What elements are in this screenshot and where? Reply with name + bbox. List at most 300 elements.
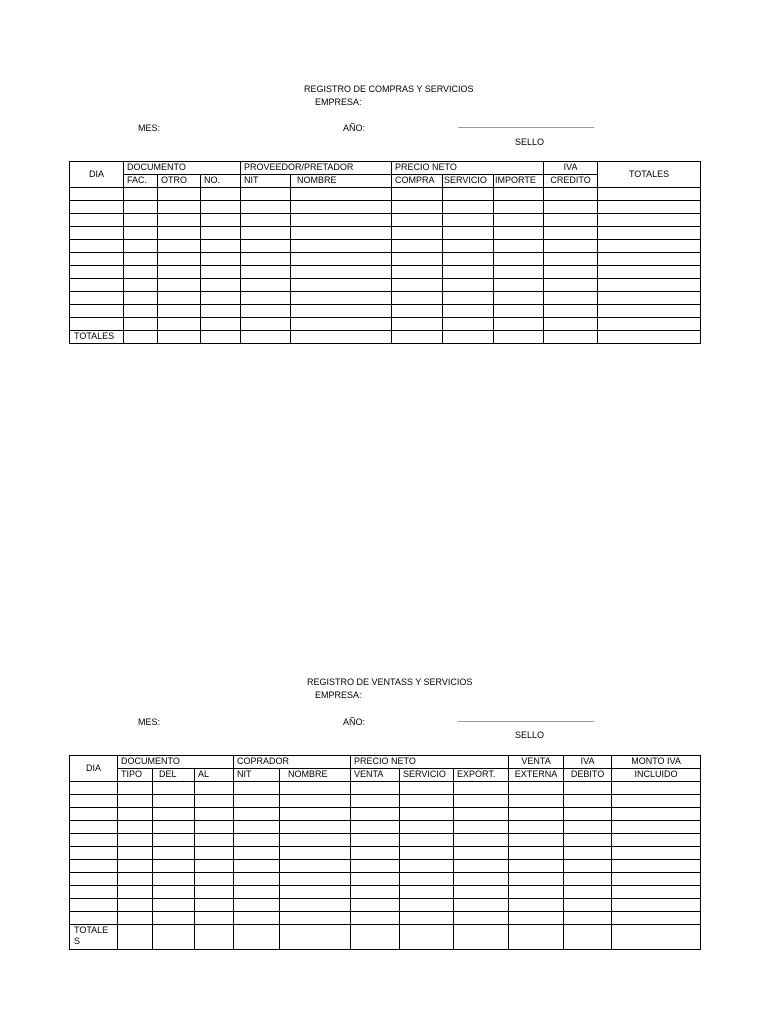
table-cell[interactable] bbox=[494, 318, 544, 331]
table-cell[interactable] bbox=[509, 925, 564, 950]
table-cell[interactable] bbox=[241, 253, 291, 266]
compras-table-body bbox=[70, 188, 701, 331]
table-cell[interactable] bbox=[544, 201, 598, 214]
table-cell[interactable] bbox=[70, 821, 118, 834]
table-cell[interactable] bbox=[201, 318, 241, 331]
table-cell[interactable] bbox=[454, 925, 509, 950]
table-cell[interactable] bbox=[544, 188, 598, 201]
table-cell[interactable] bbox=[280, 886, 351, 899]
table-cell[interactable] bbox=[564, 808, 612, 821]
table-cell[interactable] bbox=[598, 331, 701, 344]
table-cell[interactable] bbox=[70, 834, 118, 847]
table-cell[interactable] bbox=[195, 886, 234, 899]
table-cell[interactable] bbox=[280, 847, 351, 860]
table-cell[interactable] bbox=[443, 318, 494, 331]
table-cell[interactable] bbox=[70, 266, 124, 279]
table-cell[interactable] bbox=[351, 782, 400, 795]
table-cell[interactable] bbox=[158, 201, 201, 214]
table-cell[interactable] bbox=[612, 795, 701, 808]
table-cell[interactable] bbox=[509, 847, 564, 860]
table-cell[interactable] bbox=[124, 318, 158, 331]
table-cell[interactable] bbox=[195, 782, 234, 795]
table-cell[interactable] bbox=[494, 214, 544, 227]
table-cell[interactable] bbox=[564, 886, 612, 899]
table-cell[interactable] bbox=[118, 860, 153, 873]
table-cell[interactable] bbox=[443, 227, 494, 240]
table-row bbox=[70, 318, 701, 331]
table-cell[interactable] bbox=[454, 899, 509, 912]
table-cell[interactable] bbox=[443, 331, 494, 344]
table-cell[interactable] bbox=[544, 279, 598, 292]
table-cell[interactable] bbox=[291, 318, 392, 331]
table-cell[interactable] bbox=[70, 227, 124, 240]
table-cell[interactable] bbox=[195, 873, 234, 886]
table-cell[interactable] bbox=[280, 808, 351, 821]
table-cell[interactable] bbox=[443, 214, 494, 227]
table-cell[interactable] bbox=[118, 847, 153, 860]
table-cell[interactable] bbox=[70, 873, 118, 886]
table-cell[interactable] bbox=[118, 886, 153, 899]
table-cell[interactable] bbox=[509, 899, 564, 912]
table-cell[interactable] bbox=[392, 188, 443, 201]
table-cell[interactable] bbox=[494, 305, 544, 318]
table-cell[interactable] bbox=[598, 279, 701, 292]
table-cell[interactable] bbox=[118, 808, 153, 821]
table-cell[interactable] bbox=[70, 188, 124, 201]
compras-col-precio-neto: PRECIO NETO bbox=[392, 162, 544, 175]
table-cell[interactable] bbox=[158, 305, 201, 318]
table-cell[interactable] bbox=[509, 782, 564, 795]
table-cell[interactable] bbox=[241, 266, 291, 279]
table-cell[interactable] bbox=[195, 847, 234, 860]
table-cell[interactable] bbox=[509, 912, 564, 925]
table-cell[interactable] bbox=[70, 318, 124, 331]
table-cell[interactable] bbox=[392, 201, 443, 214]
table-cell[interactable] bbox=[70, 886, 118, 899]
table-cell[interactable] bbox=[454, 808, 509, 821]
table-cell[interactable] bbox=[564, 925, 612, 950]
table-cell[interactable] bbox=[153, 782, 195, 795]
table-cell[interactable] bbox=[494, 240, 544, 253]
table-cell[interactable] bbox=[351, 912, 400, 925]
table-cell[interactable] bbox=[241, 201, 291, 214]
table-cell[interactable] bbox=[612, 808, 701, 821]
table-cell[interactable] bbox=[544, 266, 598, 279]
table-cell[interactable] bbox=[118, 899, 153, 912]
table-cell[interactable] bbox=[118, 782, 153, 795]
table-cell[interactable] bbox=[201, 266, 241, 279]
table-cell[interactable] bbox=[351, 808, 400, 821]
table-cell[interactable] bbox=[544, 292, 598, 305]
table-cell[interactable] bbox=[509, 808, 564, 821]
table-cell[interactable] bbox=[564, 860, 612, 873]
table-cell[interactable] bbox=[598, 266, 701, 279]
table-cell[interactable] bbox=[195, 821, 234, 834]
table-cell[interactable] bbox=[153, 886, 195, 899]
table-cell[interactable] bbox=[124, 240, 158, 253]
table-cell[interactable] bbox=[158, 318, 201, 331]
table-cell[interactable] bbox=[70, 782, 118, 795]
table-cell[interactable] bbox=[598, 214, 701, 227]
table-cell[interactable] bbox=[443, 188, 494, 201]
table-cell[interactable] bbox=[280, 899, 351, 912]
ventas-col-debito: DEBITO bbox=[564, 769, 612, 782]
table-cell[interactable] bbox=[400, 925, 454, 950]
table-cell[interactable] bbox=[443, 201, 494, 214]
table-cell[interactable] bbox=[153, 912, 195, 925]
ventas-totals-label: TOTALE S bbox=[70, 925, 118, 950]
table-cell[interactable] bbox=[400, 808, 454, 821]
table-cell[interactable] bbox=[70, 201, 124, 214]
table-cell[interactable] bbox=[118, 873, 153, 886]
table-cell[interactable] bbox=[598, 240, 701, 253]
table-cell[interactable] bbox=[241, 188, 291, 201]
table-cell[interactable] bbox=[392, 305, 443, 318]
table-cell[interactable] bbox=[400, 886, 454, 899]
table-cell[interactable] bbox=[234, 782, 280, 795]
table-cell[interactable] bbox=[494, 331, 544, 344]
table-cell[interactable] bbox=[291, 188, 392, 201]
table-cell[interactable] bbox=[443, 266, 494, 279]
table-cell[interactable] bbox=[392, 266, 443, 279]
table-cell[interactable] bbox=[392, 253, 443, 266]
ventas-col-dia: DIA bbox=[70, 756, 118, 782]
table-cell[interactable] bbox=[291, 253, 392, 266]
table-cell[interactable] bbox=[70, 279, 124, 292]
table-cell[interactable] bbox=[158, 266, 201, 279]
table-cell[interactable] bbox=[70, 214, 124, 227]
table-cell[interactable] bbox=[443, 292, 494, 305]
table-cell[interactable] bbox=[241, 227, 291, 240]
table-row bbox=[70, 912, 701, 925]
table-cell[interactable] bbox=[351, 899, 400, 912]
table-cell[interactable] bbox=[400, 912, 454, 925]
table-cell[interactable] bbox=[124, 279, 158, 292]
table-cell[interactable] bbox=[234, 912, 280, 925]
table-cell[interactable] bbox=[153, 795, 195, 808]
table-cell[interactable] bbox=[443, 279, 494, 292]
table-cell[interactable] bbox=[234, 808, 280, 821]
table-cell[interactable] bbox=[195, 925, 234, 950]
table-cell[interactable] bbox=[195, 912, 234, 925]
compras-col-proveedor: PROVEEDOR/PRETADOR bbox=[241, 162, 392, 175]
table-cell[interactable] bbox=[291, 201, 392, 214]
table-cell[interactable] bbox=[70, 292, 124, 305]
table-cell[interactable] bbox=[291, 266, 392, 279]
compras-col-credito: CREDITO bbox=[544, 175, 598, 188]
table-cell[interactable] bbox=[494, 227, 544, 240]
table-cell[interactable] bbox=[544, 331, 598, 344]
table-cell[interactable] bbox=[351, 847, 400, 860]
table-cell[interactable] bbox=[291, 292, 392, 305]
table-cell[interactable] bbox=[454, 782, 509, 795]
table-cell[interactable] bbox=[544, 214, 598, 227]
table-cell[interactable] bbox=[234, 860, 280, 873]
table-cell[interactable] bbox=[509, 860, 564, 873]
table-cell[interactable] bbox=[234, 821, 280, 834]
table-cell[interactable] bbox=[454, 886, 509, 899]
table-cell[interactable] bbox=[544, 227, 598, 240]
table-cell[interactable] bbox=[280, 795, 351, 808]
table-cell[interactable] bbox=[153, 847, 195, 860]
table-row bbox=[70, 214, 701, 227]
table-cell[interactable] bbox=[612, 886, 701, 899]
table-cell[interactable] bbox=[598, 305, 701, 318]
table-cell[interactable] bbox=[153, 808, 195, 821]
table-cell[interactable] bbox=[509, 821, 564, 834]
ventas-col-monto-1: MONTO IVA bbox=[612, 756, 701, 769]
table-cell[interactable] bbox=[241, 331, 291, 344]
table-cell[interactable] bbox=[400, 821, 454, 834]
table-cell[interactable] bbox=[234, 795, 280, 808]
table-cell[interactable] bbox=[201, 305, 241, 318]
table-cell[interactable] bbox=[153, 821, 195, 834]
table-cell[interactable] bbox=[158, 279, 201, 292]
table-cell[interactable] bbox=[241, 214, 291, 227]
table-cell[interactable] bbox=[443, 305, 494, 318]
table-cell[interactable] bbox=[195, 899, 234, 912]
table-cell[interactable] bbox=[280, 873, 351, 886]
table-cell[interactable] bbox=[494, 188, 544, 201]
table-cell[interactable] bbox=[509, 873, 564, 886]
table-cell[interactable] bbox=[124, 201, 158, 214]
table-cell[interactable] bbox=[291, 279, 392, 292]
table-cell[interactable] bbox=[124, 188, 158, 201]
table-cell[interactable] bbox=[241, 240, 291, 253]
table-cell[interactable] bbox=[234, 886, 280, 899]
table-cell[interactable] bbox=[70, 240, 124, 253]
table-cell[interactable] bbox=[241, 305, 291, 318]
table-cell[interactable] bbox=[564, 847, 612, 860]
table-cell[interactable] bbox=[124, 227, 158, 240]
table-cell[interactable] bbox=[195, 860, 234, 873]
table-cell[interactable] bbox=[201, 253, 241, 266]
compras-col-dia: DIA bbox=[70, 162, 124, 188]
table-cell[interactable] bbox=[598, 188, 701, 201]
table-cell[interactable] bbox=[153, 834, 195, 847]
table-cell[interactable] bbox=[280, 912, 351, 925]
table-cell[interactable] bbox=[494, 201, 544, 214]
table-cell[interactable] bbox=[392, 279, 443, 292]
table-cell[interactable] bbox=[124, 292, 158, 305]
table-cell[interactable] bbox=[70, 808, 118, 821]
table-cell[interactable] bbox=[400, 847, 454, 860]
table-cell[interactable] bbox=[234, 899, 280, 912]
table-cell[interactable] bbox=[241, 318, 291, 331]
table-cell[interactable] bbox=[612, 899, 701, 912]
table-cell[interactable] bbox=[400, 795, 454, 808]
table-cell[interactable] bbox=[494, 266, 544, 279]
table-cell[interactable] bbox=[201, 201, 241, 214]
table-cell[interactable] bbox=[400, 873, 454, 886]
table-cell[interactable] bbox=[612, 782, 701, 795]
table-cell[interactable] bbox=[564, 873, 612, 886]
table-cell[interactable] bbox=[400, 860, 454, 873]
table-cell[interactable] bbox=[494, 279, 544, 292]
table-cell[interactable] bbox=[153, 925, 195, 950]
table-cell[interactable] bbox=[291, 305, 392, 318]
table-row bbox=[70, 873, 701, 886]
table-cell[interactable] bbox=[70, 912, 118, 925]
table-cell[interactable] bbox=[612, 860, 701, 873]
table-cell[interactable] bbox=[70, 305, 124, 318]
table-cell[interactable] bbox=[454, 847, 509, 860]
table-cell[interactable] bbox=[564, 821, 612, 834]
table-cell[interactable] bbox=[280, 860, 351, 873]
ventas-col-venta-externa-2: EXTERNA bbox=[509, 769, 564, 782]
table-cell[interactable] bbox=[118, 834, 153, 847]
table-cell[interactable] bbox=[564, 834, 612, 847]
compras-col-otro: OTRO bbox=[158, 175, 201, 188]
table-cell[interactable] bbox=[291, 331, 392, 344]
table-cell[interactable] bbox=[509, 834, 564, 847]
table-cell[interactable] bbox=[124, 331, 158, 344]
table-cell[interactable] bbox=[351, 795, 400, 808]
table-cell[interactable] bbox=[351, 821, 400, 834]
table-cell[interactable] bbox=[124, 253, 158, 266]
table-cell[interactable] bbox=[544, 305, 598, 318]
table-cell[interactable] bbox=[351, 925, 400, 950]
table-cell[interactable] bbox=[400, 782, 454, 795]
table-cell[interactable] bbox=[598, 201, 701, 214]
table-cell[interactable] bbox=[195, 808, 234, 821]
table-cell[interactable] bbox=[291, 227, 392, 240]
table-cell[interactable] bbox=[158, 253, 201, 266]
table-cell[interactable] bbox=[280, 925, 351, 950]
table-cell[interactable] bbox=[153, 860, 195, 873]
table-cell[interactable] bbox=[454, 912, 509, 925]
table-cell[interactable] bbox=[392, 331, 443, 344]
table-cell[interactable] bbox=[509, 795, 564, 808]
table-cell[interactable] bbox=[544, 318, 598, 331]
table-cell[interactable] bbox=[70, 899, 118, 912]
table-cell[interactable] bbox=[70, 795, 118, 808]
table-cell[interactable] bbox=[544, 253, 598, 266]
table-cell[interactable] bbox=[124, 214, 158, 227]
table-cell[interactable] bbox=[201, 292, 241, 305]
table-cell[interactable] bbox=[454, 873, 509, 886]
table-cell[interactable] bbox=[598, 253, 701, 266]
table-cell[interactable] bbox=[234, 925, 280, 950]
table-cell[interactable] bbox=[70, 860, 118, 873]
table-cell[interactable] bbox=[124, 266, 158, 279]
table-cell[interactable] bbox=[544, 240, 598, 253]
table-cell[interactable] bbox=[195, 834, 234, 847]
table-cell[interactable] bbox=[291, 214, 392, 227]
table-cell[interactable] bbox=[392, 214, 443, 227]
table-cell[interactable] bbox=[392, 318, 443, 331]
ventas-col-export: EXPORT. bbox=[454, 769, 509, 782]
compras-col-totales: TOTALES bbox=[598, 162, 701, 188]
table-cell[interactable] bbox=[612, 821, 701, 834]
table-cell[interactable] bbox=[564, 912, 612, 925]
table-cell[interactable] bbox=[201, 227, 241, 240]
table-cell[interactable] bbox=[454, 834, 509, 847]
compras-empresa-label: EMPRESA: bbox=[315, 97, 362, 107]
table-cell[interactable] bbox=[70, 253, 124, 266]
table-cell[interactable] bbox=[280, 834, 351, 847]
compras-totals-label: TOTALES bbox=[70, 331, 124, 344]
table-cell[interactable] bbox=[443, 253, 494, 266]
compras-signature-line bbox=[458, 127, 594, 128]
table-cell[interactable] bbox=[124, 305, 158, 318]
table-cell[interactable] bbox=[612, 912, 701, 925]
table-cell[interactable] bbox=[158, 292, 201, 305]
table-cell[interactable] bbox=[392, 227, 443, 240]
table-cell[interactable] bbox=[234, 873, 280, 886]
table-cell[interactable] bbox=[201, 240, 241, 253]
table-cell[interactable] bbox=[195, 795, 234, 808]
table-cell[interactable] bbox=[280, 821, 351, 834]
table-cell[interactable] bbox=[494, 253, 544, 266]
table-row bbox=[70, 834, 701, 847]
table-cell[interactable] bbox=[392, 292, 443, 305]
table-cell[interactable] bbox=[612, 873, 701, 886]
table-cell[interactable] bbox=[118, 821, 153, 834]
table-cell[interactable] bbox=[234, 847, 280, 860]
table-cell[interactable] bbox=[564, 795, 612, 808]
table-cell[interactable] bbox=[70, 847, 118, 860]
table-cell[interactable] bbox=[598, 227, 701, 240]
table-row bbox=[70, 795, 701, 808]
table-cell[interactable] bbox=[443, 240, 494, 253]
table-cell[interactable] bbox=[400, 834, 454, 847]
table-cell[interactable] bbox=[400, 899, 454, 912]
table-cell[interactable] bbox=[158, 240, 201, 253]
table-cell[interactable] bbox=[454, 795, 509, 808]
table-cell[interactable] bbox=[153, 873, 195, 886]
table-cell[interactable] bbox=[494, 292, 544, 305]
table-cell[interactable] bbox=[291, 240, 392, 253]
table-cell[interactable] bbox=[564, 899, 612, 912]
table-cell[interactable] bbox=[234, 834, 280, 847]
table-cell[interactable] bbox=[612, 925, 701, 950]
table-cell[interactable] bbox=[509, 886, 564, 899]
table-cell[interactable] bbox=[241, 279, 291, 292]
table-cell[interactable] bbox=[454, 860, 509, 873]
table-cell[interactable] bbox=[153, 899, 195, 912]
table-cell[interactable] bbox=[118, 912, 153, 925]
table-cell[interactable] bbox=[454, 821, 509, 834]
table-cell[interactable] bbox=[564, 782, 612, 795]
table-cell[interactable] bbox=[280, 782, 351, 795]
table-cell[interactable] bbox=[201, 188, 241, 201]
table-cell[interactable] bbox=[158, 331, 201, 344]
table-cell[interactable] bbox=[612, 847, 701, 860]
table-cell[interactable] bbox=[612, 834, 701, 847]
table-cell[interactable] bbox=[351, 860, 400, 873]
ventas-col-nit: NIT bbox=[234, 769, 280, 782]
table-cell[interactable] bbox=[598, 292, 701, 305]
table-cell[interactable] bbox=[201, 279, 241, 292]
ventas-table-body bbox=[70, 782, 701, 925]
table-cell[interactable] bbox=[351, 886, 400, 899]
table-cell[interactable] bbox=[118, 925, 153, 950]
table-cell[interactable] bbox=[158, 188, 201, 201]
table-cell[interactable] bbox=[158, 214, 201, 227]
ventas-title: REGISTRO DE VENTASS Y SERVICIOS bbox=[307, 677, 473, 687]
table-cell[interactable] bbox=[118, 795, 153, 808]
table-cell[interactable] bbox=[351, 834, 400, 847]
table-cell[interactable] bbox=[598, 318, 701, 331]
table-row bbox=[70, 847, 701, 860]
table-cell[interactable] bbox=[201, 331, 241, 344]
table-cell[interactable] bbox=[351, 873, 400, 886]
table-cell[interactable] bbox=[158, 227, 201, 240]
table-cell[interactable] bbox=[201, 214, 241, 227]
table-cell[interactable] bbox=[241, 292, 291, 305]
table-cell[interactable] bbox=[392, 240, 443, 253]
